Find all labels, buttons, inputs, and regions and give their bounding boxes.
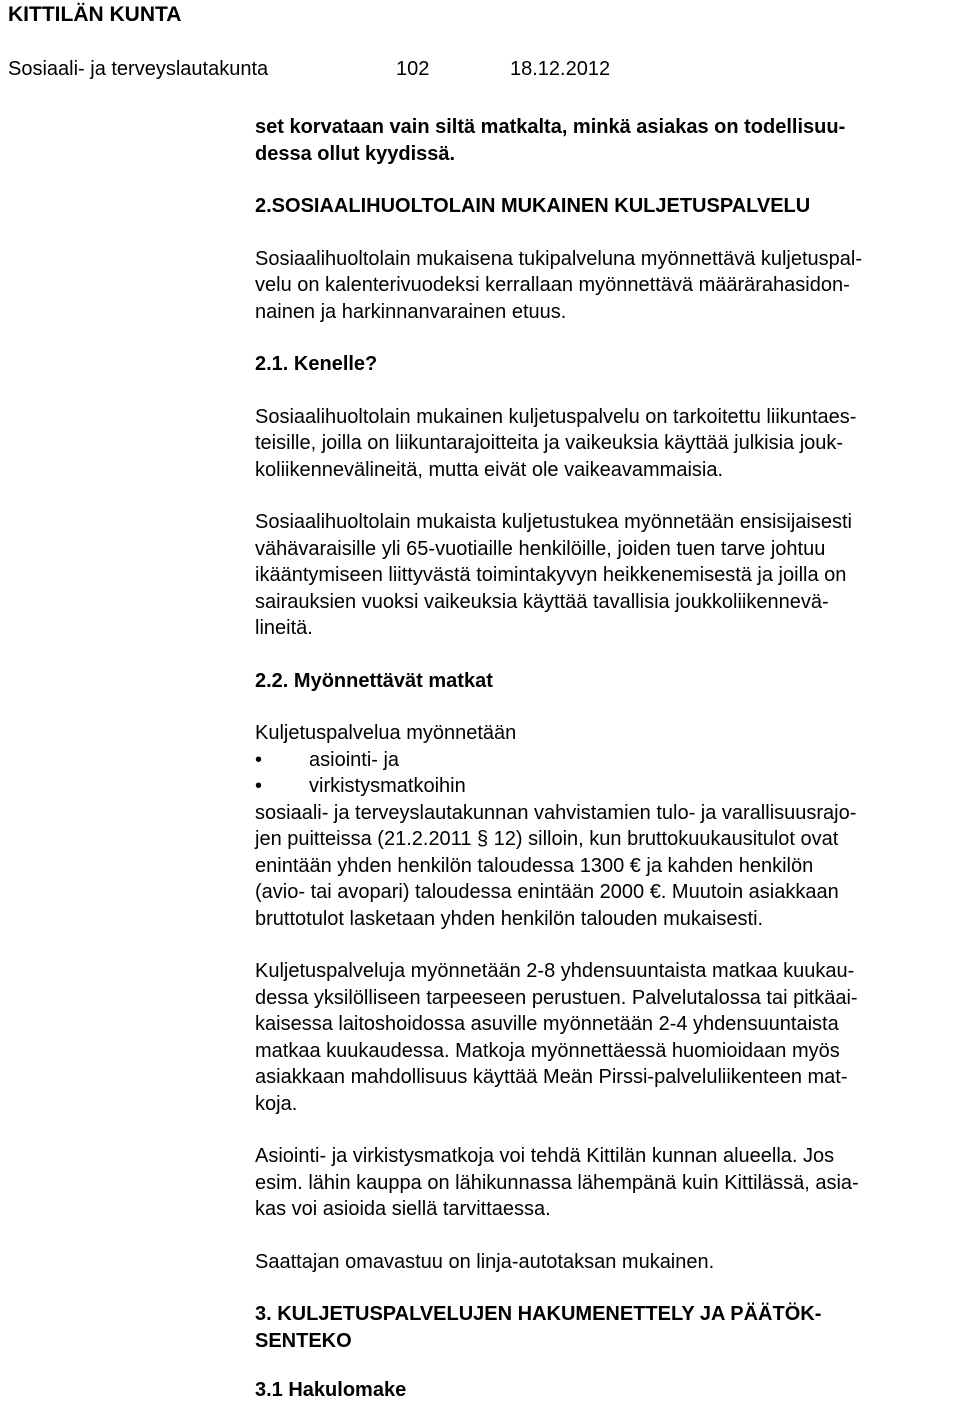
paragraph-line: koliikennevälineitä, mutta eivät ole vaikeavammaisia. <box>255 458 724 481</box>
list-item-text: asiointi- ja <box>309 748 400 771</box>
paragraph-line: sairauksien vuoksi vaikeuksia käyttää tavallisia joukkoliikennevä- <box>255 590 829 613</box>
paragraph-line: esim. lähin kauppa on lähikunnassa lähempänä kuin Kittilässä, asia- <box>255 1171 859 1194</box>
list-item-text: virkistysmatkoihin <box>309 775 466 797</box>
paragraph-line: koja. <box>255 1092 298 1115</box>
bullet-glyph: • <box>255 775 263 797</box>
section-3-heading: SENTEKO <box>255 1329 352 1352</box>
paragraph-line: kas voi asioida siellä tarvittaessa. <box>255 1198 551 1220</box>
paragraph-line: nainen ja harkinnanvarainen etuus. <box>255 300 567 323</box>
section-2-1-heading: 2.1. Kenelle? <box>255 353 378 375</box>
list-item <box>255 747 955 774</box>
paragraph-line: sosiaali- ja terveyslautakunnan vahvistamien tulo- ja varallisuusrajo- <box>255 801 857 824</box>
paragraph-line: ikääntymiseen liittyvästä toimintakyvyn heikkenemisestä ja joilla on <box>255 564 847 586</box>
list-item <box>255 773 955 800</box>
section-2-2-heading: 2.2. Myönnettävät matkat <box>255 669 493 692</box>
paragraph-line: Kuljetuspalveluja myönnetään 2-8 yhdensuuntaista matkaa kuukau- <box>255 960 855 982</box>
paragraph-line: kaisessa laitoshoidossa asuville myönnetään 2-4 yhdensuuntaista <box>255 1013 839 1035</box>
paragraph-line: lineitä. <box>255 617 313 639</box>
paragraph-line: matkaa kuukaudessa. Matkoja myönnettäessä huomioidaan myös <box>255 1039 840 1062</box>
paragraph-line: (avio- tai avopari) taloudessa enintään 2000 €. Muutoin asiakkaan <box>255 881 839 903</box>
paragraph-line: vähävaraisille yli 65-vuotiaille henkilöille, joiden tuen tarve johtuu <box>255 537 826 560</box>
paragraph-line: Sosiaalihuoltolain mukainen kuljetuspalvelu on tarkoitettu liikuntaes- <box>255 405 857 428</box>
document-body <box>255 114 955 1404</box>
paragraph-line: jen puitteissa (21.2.2011 § 12) silloin, kun bruttokuukausitulot ovat <box>255 828 839 850</box>
intro-line: dessa ollut kyydissä. <box>255 142 456 165</box>
list-lead: Kuljetuspalvelua myönnetään <box>255 722 517 744</box>
organization-name: KITTILÄN KUNTA <box>8 3 182 26</box>
bullet-glyph: • <box>255 748 263 771</box>
paragraph-line: teisille, joilla on liikuntarajoitteita ja vaikeuksia käyttää julkisia jouk- <box>255 432 844 454</box>
intro-line: set korvataan vain siltä matkalta, minkä asiakas on todellisuu- <box>255 116 846 138</box>
bullet-list <box>255 747 955 800</box>
paragraph-line: bruttotulot lasketaan yhden henkilön talouden mukaisesti. <box>255 907 764 930</box>
section-2-heading: 2.SOSIAALIHUOLTOLAIN MUKAINEN KULJETUSPALVELU <box>255 195 811 217</box>
paragraph-line: Saattajan omavastuu on linja-autotaksan mukainen. <box>255 1250 715 1273</box>
paragraph-line: Sosiaalihuoltolain mukaisena tukipalveluna myönnettävä kuljetuspal- <box>255 247 863 270</box>
paragraph-line: Sosiaalihuoltolain mukaista kuljetustukea myönnetään ensisijaisesti <box>255 511 853 533</box>
page-number: 102 <box>396 58 430 80</box>
section-3-heading: 3. KULJETUSPALVELUJEN HAKUMENETTELY JA PÄÄTÖK- <box>255 1303 822 1325</box>
paragraph-line: velu on kalenterivuodeksi kerrallaan myönnettävä määrärahasidon- <box>255 274 850 296</box>
paragraph-line: asiakkaan mahdollisuus käyttää Meän Pirssi-palveluliikenteen mat- <box>255 1066 848 1088</box>
board-name: Sosiaali- ja terveyslautakunta <box>8 58 269 80</box>
paragraph-line: enintään yhden henkilön taloudessa 1300 € ja kahden henkilön <box>255 854 814 877</box>
paragraph-line: Asiointi- ja virkistysmatkoja voi tehdä Kittilän kunnan alueella. Jos <box>255 1145 835 1167</box>
section-3-1-heading: 3.1 Hakulomake <box>255 1379 407 1401</box>
meeting-date: 18.12.2012 <box>510 58 611 80</box>
paragraph-line: dessa yksilölliseen tarpeeseen perustuen. Palvelutalossa tai pitkäai- <box>255 986 858 1009</box>
